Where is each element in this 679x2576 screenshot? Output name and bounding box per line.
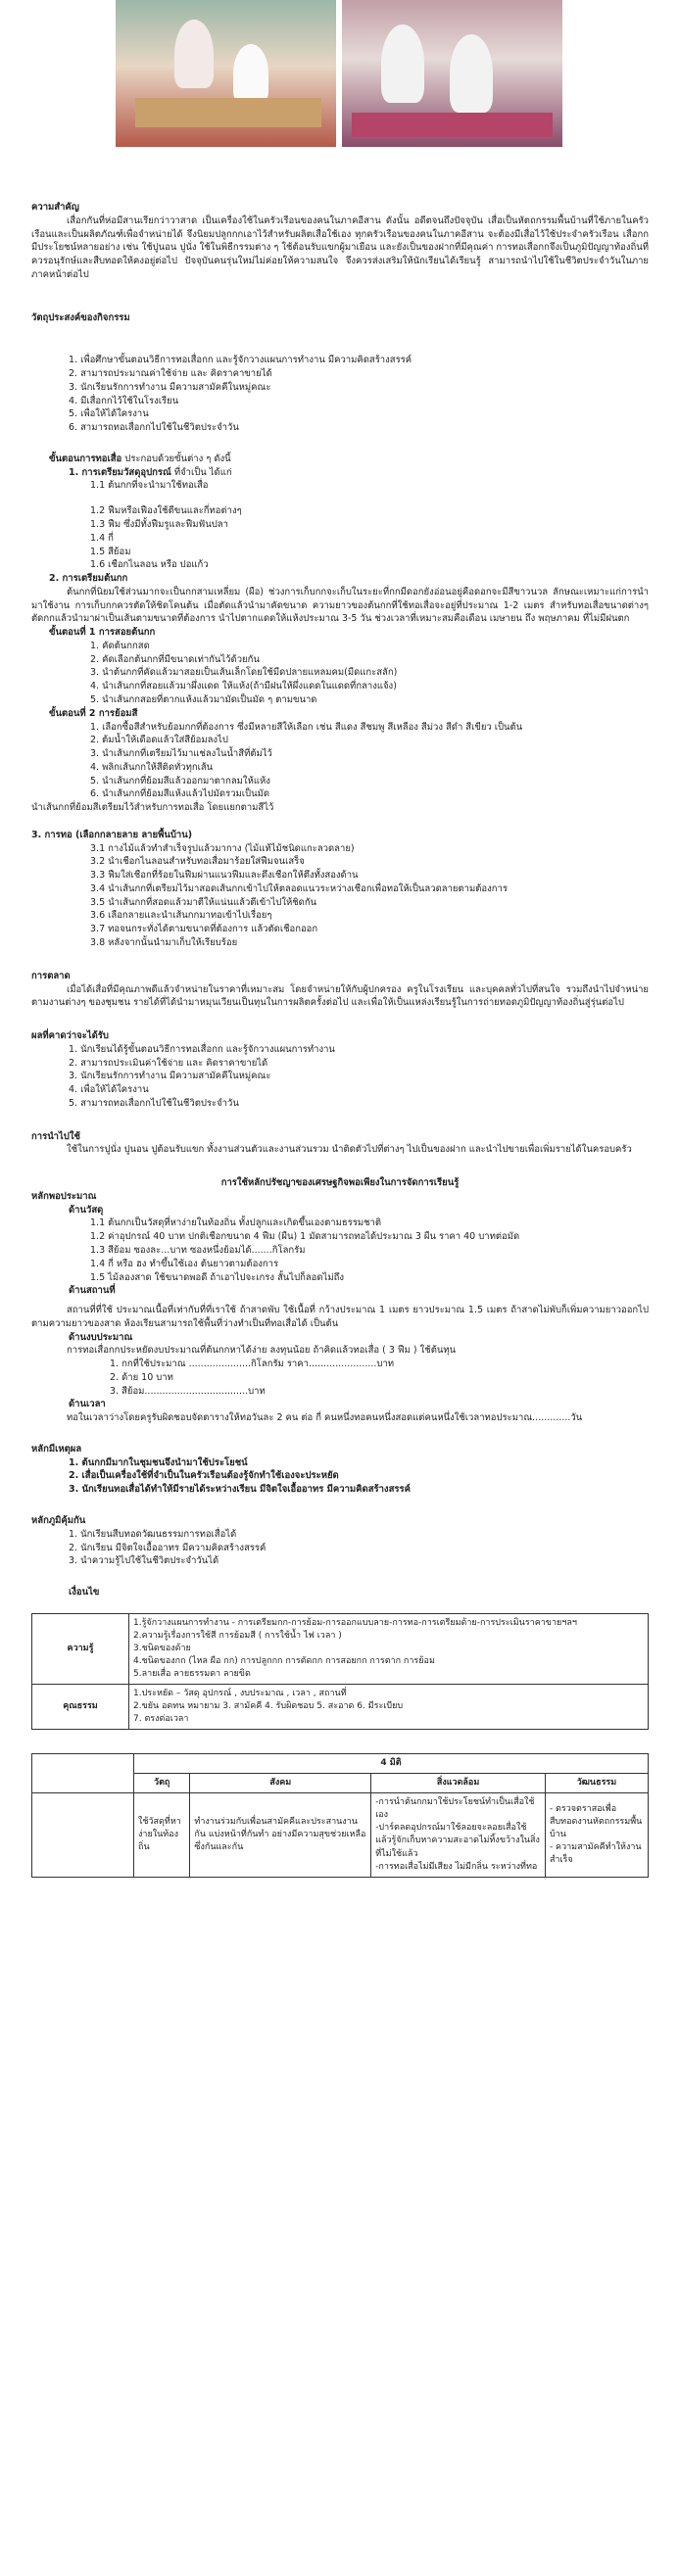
reason-list <box>31 1456 649 1497</box>
budget-list <box>31 1358 649 1398</box>
budget-heading: ด้านงบประมาณ <box>69 1331 133 1343</box>
step1-list <box>31 479 649 572</box>
list-item: 5. สามารถทอเสื่อกกไปใช้ในชีวิตประจำวัน <box>69 1097 239 1109</box>
list-item: 2. คัดเลือกต้นกกที่มีขนาดเท่ากันไว้ด้วยกัน <box>90 653 260 665</box>
table-row <box>32 1793 649 1877</box>
dimension-table <box>31 1753 649 1877</box>
list-item: 3. นักเรียนรักการทำงาน มีความสามัคคีในหมู่คณะ <box>69 381 271 393</box>
list-item: 3.6 เลือกลายและนำเส้นกกมาทอเข้าไปเรื่อยๆ <box>90 910 272 922</box>
column-header: วัฒนธรรม <box>545 1774 648 1793</box>
place-heading: ด้านสถานที่ <box>69 1285 116 1297</box>
list-item: 2. เสื่อเป็นเครื่องใช้ที่จำเป็นในครัวเรือนต้องรู้จักทำใช้เองจะประหยัด <box>69 1470 339 1482</box>
table-cell: -การนำต้นกกมาใช้ประโยชน์ทำเป็นเสื่อใช้เอง -ปาร์ตลดอุปกรณ์มาใช้ลอยจะลอยเสื่อใช้แล้วรู้จักเก็บหาความสะอาดไม่ทิ้งขว้างในสิ่งที่ไม่ใช้แล้ว -การทอเสื่อไม่มีเสียง ไม่มีกลิ่น ระหว่างที่ทอ <box>371 1793 546 1877</box>
list-item: 1.2 ค่าอุปกรณ์ 40 บาท ปกติเชือกขนาด 4 ฟืม (ผืน) 1 มัดสามารถทอได้ประมาณ 3 ผืน ราคา 40 บาทต่อมัด <box>90 1231 520 1243</box>
list-item: 3. นำความรู้ไปใช้ในชีวิตประจำวันได้ <box>69 1555 219 1567</box>
sub2-heading: ขั้นตอนที่ 2 การย้อมสี <box>49 707 138 719</box>
photo-left-weaving <box>116 0 336 147</box>
reason-heading: หลักมีเหตุผล <box>31 1443 82 1455</box>
list-item: 4. นำเส้นกกที่สอยแล้วมาผึ่งแดด ให้แห้ง(ถ้ามีฝนให้ผึ่งแดดในแดดที่กลางแจ้ง) <box>90 681 397 692</box>
immunity-list <box>31 1528 649 1568</box>
list-item: 1.3 ฟืม ซึ่งมีทั้งฟืมรูและฟืมฟันปลา <box>90 519 228 531</box>
list-item: 1. นักเรียนสืบทอดวัฒนธรรมการทอเสื่อได้ <box>69 1528 237 1540</box>
header-photo <box>116 0 562 147</box>
list-item: 6. นำเส้นกกที่ย้อมสีแห้งแล้วไปมัดรวมเป็นมัด <box>90 788 269 800</box>
list-item: 3.2 นำเชือกไนลอนสำหรับทอเสื่อมาร้อยใส่ฟืมจนเสร็จ <box>90 856 305 868</box>
list-item: 1. เลือกซื้อสีสำหรับย้อมกกที่ต้องการ ซึ่งมีหลายสีให้เลือก เช่น สีแดง สีชมพู สีเหลือง สีม่วง สีดำ สีเขียว เป็นต้น <box>90 721 523 733</box>
list-item: 3. สีย้อม...................................บาท <box>110 1385 266 1397</box>
step1-heading: 1. การเตรียมวัสดุอุปกรณ์ ที่จำเป็น ได้แก่ <box>69 466 232 478</box>
list-item: 1.5 ไม้ลองสาด ใช้ขนาดพอดี ถ้าเอาไปจะเกรง สั้นไปก็ลอดไม่ถึง <box>90 1271 344 1283</box>
objectives-list <box>31 354 649 435</box>
results-heading: ผลที่คาดว่าจะได้รับ <box>31 1030 109 1042</box>
list-item: 2. ต้มน้ำให้เดือดแล้วใส่สีย้อมลงไป <box>90 735 228 746</box>
market-text: เมื่อได้เสื่อที่มีคุณภาพดีแล้วจำหน่ายในราคาที่เหมาะสม โดยจำหน่ายให้กับผู้ปกครอง ครูในโรงเรียน และบุคคลทั่วไปที่สนใจ รวมถึงนำไปจำหน่ายตามงานต่างๆ ของชุมชน รายได้ที่ได้นำมาหมุนเวียนเป็นทุนในการผลิตครั้งต่อไป และเพื่อให้เป็นแหล่งเรียนรู้ในการถ่ายทอดภูมิปัญญาท้องถิ่นสู่รุ่นต่อไป <box>31 983 649 1009</box>
time-text: ทอในเวลาว่างโดยครูรับผิดชอบจัดตารางให้ทอวันละ 2 คน ต่อ กี่ คนหนึ่งทอคนหนึ่งสอดแต่คนหนึ่งใช้เวลาทอประมาณ.............วัน <box>67 1412 583 1424</box>
list-item: 1.4 กี่ <box>90 532 114 544</box>
table-cell: ใช้วัสดุที่หาง่ายในท้องถิ่น <box>134 1793 190 1877</box>
list-item: 3.3 ฟืมใส่เชือกที่ร้อยในฟืมผ่านแนวฟืมและดึงเชือกให้ตึงทั้งสองด้าน <box>90 870 359 882</box>
table-cell-label: คุณธรรม <box>32 1685 129 1730</box>
sub1-heading: ขั้นตอนที่ 1 การสอยต้นกก <box>49 627 156 639</box>
time-heading: ด้านเวลา <box>69 1399 106 1410</box>
moderation-heading: หลักพอประมาณ <box>31 1190 97 1202</box>
sub1-list <box>31 640 649 707</box>
rationale-heading: ความสำคัญ <box>31 202 79 213</box>
step2-text: ต้นกกที่นิยมใช้ส่วนมากจะเป็นกกสามเหลี่ยม (ผือ) ช่วงการเก็บกกจะเก็บในระยะที่กกมีดอกยังอ่อนอยู่คือดอกจะมีสีขาวนวล ลักษณะเหมาะแก่การนำมาใช้งาน การเก็บกกควรตัดให้ชิดโคนต้น เมื่อตัดแล้วนำมาคัดขนาด ความยาวของต้นกกที่ใช้ทอเสื่อจะอยู่ที่ประมาณ 1-2 เมตร สำหรับทอเสื่อขนาดต่างๆ ตัดกกแล้วนำมาผ่าเป็นเส้นตามขนาดที่ต้องการ นำไปตากแดดให้แห้งประมาณ 3-5 วัน ช่วงเวลาที่เหมาะสมคือเดือน เมษายน ถึง พฤษภาคม ที่ไม่มีฝนตก <box>31 586 649 625</box>
conditions-table <box>31 1613 649 1730</box>
list-item: 2. นักเรียน มีจิตใจเอื้ออาทร มีความคิดสร้างสรรค์ <box>69 1542 267 1553</box>
list-item: 1.2 ฟืมหรือเฟืองใช้ตีขนและกี่ทอต่างๆ <box>90 505 242 517</box>
document-body <box>31 201 649 1878</box>
photo-right-students <box>342 0 562 147</box>
list-item: 1. ต้นกกมีมากในชุมชนจึงนำมาใช้ประโยชน์ <box>69 1456 248 1468</box>
list-item: 1. นักเรียนได้รู้ขั้นตอนวิธีการทอเสื่อกก และรู้จักวางแผนการทำงาน <box>69 1043 335 1055</box>
table-cell-label: ความรู้ <box>32 1613 129 1684</box>
list-item: 1.3 สีย้อม ซองละ...บาท ซองหนึ่งย้อมได้.......กิโลกรัม <box>90 1245 306 1256</box>
column-header: วัตถุ <box>134 1774 190 1793</box>
step3-heading: 3. การทอ (เลือกกลายลาย ลายพื้นบ้าน) <box>31 829 193 840</box>
step2-heading: 2. การเตรียมต้นกก <box>49 573 128 585</box>
apply-text: ใช้ในการปูนั่ง ปูนอน ปูต้อนรับแขก ทั้งงานส่วนตัวและงานส่วนรวม นำติดตัวไปที่ต่างๆ ไปเป็นของฝาก และนำไปขายเพื่อเพิ่มรายได้ในครอบครัว <box>67 1144 632 1156</box>
list-item: 5. นำเส้นกกสอยที่ตากแห้งแล้วมามัดเป็นมัด ๆ ตามขนาด <box>90 693 317 705</box>
column-header: สิ่งแวดล้อม <box>371 1774 546 1793</box>
steps-heading: ขั้นตอนการทอเสื่อ ประกอบด้วยขั้นต่าง ๆ ดังนี้ <box>49 453 231 464</box>
list-item: 1. คัดต้นกกสด <box>90 640 150 651</box>
list-item: 3.4 นำเส้นกกที่เตรียมไว้มาสอดเส้นกกเข้าไปให้ตลอดแนวระหว่างเชือกเพื่อทอให้เป็นลวดลายตามต้องการ <box>90 883 508 894</box>
table-row <box>32 1685 649 1730</box>
material-list <box>31 1216 649 1284</box>
list-item: 5. เพื่อให้ได้ใครงาน <box>69 408 149 420</box>
step3-list <box>31 842 649 950</box>
list-item: 3. นักเรียนทอเสื่อได้ทำให้มีรายได้ระหว่างเรียน มีจิตใจเอื้ออาทร มีความคิดสร้างสรรค์ <box>69 1484 411 1496</box>
table-header-row <box>32 1774 649 1793</box>
list-item: 3. นักเรียนรักการทำงาน มีความสามัคคีในหมู่คณะ <box>69 1071 271 1082</box>
objectives-heading: วัตถุประสงค์ของกิจกรรม <box>31 311 130 323</box>
rationale-text: เสื่อกกันที่ห่อมีสานเรียกว่าวาสาด เป็นเครื่องใช้ในครัวเรือนของคนในภาคอีสาน ดังนั้น อดีตจนถึงปัจจุบัน เสื่อเป็นหัตถกรรมพื้นบ้านที่ใช้ภายในครัวเรือนและเป็นผลิตภัณฑ์เพื่อจำหน่ายได้ จึงนิยมปลูกกกเอาไว้สำหรับผลิตเสื่อใช้เอง ทุกครัวเรือนของคนในภาคอีสาน จะต้องมีเสื่อไว้ใช้ประจำครัวเรือน เสื่อกกมีประโยชน์หลายอย่าง เช่น ใช้ปูนอน ปูนั่ง ใช้ในพิธีกรรมต่าง ๆ ใช้ต้อนรับแขกผู้มาเยือน และยังเป็นของฝากที่มีคุณค่า การทอเสื่อกกจึงเป็นภูมิปัญญาท้องถิ่นที่ควรอนุรักษ์และสืบทอดให้คงอยู่ต่อไป ปัจจุบันคนรุ่นใหม่ไม่ค่อยให้ความสนใจ จึงควรส่งเสริมให้นักเรียนได้เรียนรู้ สามารถนำไปใช้ในชีวิตประจำวันในภายภาคหน้าต่อไป <box>31 215 650 280</box>
list-item: 3. นำต้นกกที่คัดแล้วมาสอยเป็นเส้นเล็กโดยใช้มีดปลายแหลมคม(มีดแกะสลัก) <box>90 667 398 679</box>
list-item: 1.1 ต้นกกเป็นวัสดุที่หาง่ายในท้องถิ่น ทั้งปลูกและเกิดขึ้นเองตามธรรมชาติ <box>90 1217 382 1229</box>
sep-title: การใช้หลักปรัชญาของเศรษฐกิจพอเพียงในการจัดการเรียนรู้ <box>220 1177 460 1189</box>
list-item: 4. พลิกเส้นกกให้สีติดทั่วทุกเส้น <box>90 761 214 773</box>
table-cell: ทำงานร่วมกับเพื่อนสามัคคีและประสานงานกัน แบ่งหน้าที่กันทำ อย่างมีความสุขช่วยเหลือซึ่งกันและกัน <box>190 1793 371 1877</box>
budget-text: การทอเสื่อกกประหยัดงบประมาณที่ต้นกกหาได้ง่าย ลงทุนน้อย ถ้าคิดแล้วทอเสื่อ ( 3 ฟืม ) ใช้ต้นทุน <box>67 1345 457 1357</box>
list-item: 1. เพื่อศึกษาขั้นตอนวิธีการทอเสื่อกก และรู้จักวางแผนการทำงาน มีความคิดสร้างสรรค์ <box>69 355 412 366</box>
list-item: 1.4 กี่ หรือ ฮง ทำขึ้นใช้เอง ต้นยาวตามต้องการ <box>90 1258 279 1269</box>
sub2-list <box>31 721 649 802</box>
place-text: สถานที่ที่ใช้ ประมาณเนื้อที่เท่ากับที่ที่เราใช้ ถ้าสาดพับ ใช้เนื้อที่ กว้างประมาณ 1 เมตร ยาวประมาณ 1.5 เมตร ถ้าสาดไม่พับก็เพิ่มความยาวออกไปตามความยาวของสาด ห้องเรียนสามารถใช้พื้นที่ว่างทำเป็นที่ทอเสื่อได้ เป็นต้น <box>31 1305 649 1329</box>
list-item: 3. นำเส้นกกที่เตรียมไว้มาแช่ลงในน้ำสีที่ต้มไว้ <box>90 748 272 760</box>
table-title-row <box>32 1754 649 1774</box>
list-item: 1.6 เชือกไนลอน หรือ ปอแก้ว <box>90 559 209 571</box>
list-item: 6. สามารถทอเสื่อกกไปใช้ในชีวิตประจำวัน <box>69 422 239 434</box>
list-item: 5. นำเส้นกกที่ย้อมสีแล้วออกมาตากลมให้แห้ง <box>90 775 270 787</box>
list-item: 1. กกที่ใช้ประมาณ .....................กิโลกรัม ราคา.......................บาท <box>110 1359 395 1370</box>
list-item: 1.1 ต้นกกที่จะนำมาใช้ทอเสื่อ <box>90 480 209 492</box>
market-heading: การตลาด <box>31 970 71 981</box>
conditions-heading: เงื่อนไข <box>69 1587 100 1598</box>
results-list <box>31 1043 649 1111</box>
list-item: 1.5 สีย้อม <box>90 546 131 557</box>
list-item: 2. สามารถประเมินค่าใช้จ่าย และ คิดราคาขายได้ <box>69 1057 268 1069</box>
table-cell: 1.รู้จักวางแผนการทำงาน - การเตรียมกก-การย้อม-การออกแบบลาย-การทอ-การเตรียมด้าย-การประเมินราคาขายฯลฯ 2.ความรู้เรื่องการใช้สี การย้อมสี ( การใช้น้ำ ไฟ เวลา ) 3.ชนิดของด้าย 4.ชนิดของกก (ไหล ผือ กก) การปลูกกก การตัดกก การสอยกก การตาก การย้อม 5.ลายเสื่อ ลายธรรมดา ลายขิด <box>129 1613 649 1684</box>
list-item: 2. ด้าย 10 บาท <box>110 1371 173 1383</box>
immunity-heading: หลักภูมิคุ้มกัน <box>31 1515 86 1527</box>
list-item: 3.5 นำเส้นกกที่สอดแล้วมาตีให้แน่นแล้วตีเข้าไปให้ชิดกัน <box>90 896 317 908</box>
table-row <box>32 1613 649 1684</box>
list-item: 4. เพื่อให้ได้ใครงาน <box>69 1084 149 1096</box>
material-heading: ด้านวัสดุ <box>69 1204 104 1216</box>
table-cell: 1.ประหยัด – วัสดุ อุปกรณ์ , งบประมาณ , เวลา , สถานที่ 2.ขยัน อดทน หมายาม 3. สามัคคี 4. รับผิดชอบ 5. สะอาด 6. มีระเบียบ 7. ตรงต่อเวลา <box>129 1685 649 1730</box>
list-item: 3.1 กางไม้แล้วทำสำเร็จรูปแล้วมากาง (ไม้แท้ไม้ชนิดแกะลวดลาย) <box>90 842 355 854</box>
sub2-tail: นำเส้นกกที่ย้อมสีเตรียมไว้สำหรับการทอเสื่อ โดยแยกตามสีไว้ <box>31 802 274 814</box>
list-item: 3.8 หลังจากนั้นนำมาเก็บให้เรียบร้อย <box>90 936 238 948</box>
list-item: 2. สามารถประมาณค่าใช้จ่าย และ คิดราคาขายได้ <box>69 368 272 380</box>
apply-heading: การนำไปใช้ <box>31 1130 80 1142</box>
list-item: 3.7 ทอจนกระทั่งได้ตามขนาดที่ต้องการ แล้วตัดเชือกออก <box>90 924 318 935</box>
column-header: สังคม <box>190 1774 371 1793</box>
table-cell: - ตรวจตราสอเพื่อสืบทอดงานหัตถกรรมพื้นบ้าน - ความสามัคคีทำให้งานสำเร็จ <box>545 1793 648 1877</box>
list-item: 4. มีเสื่อกกไว้ใช้ในโรงเรียน <box>69 395 179 406</box>
table-title: 4 มิติ <box>134 1754 649 1774</box>
